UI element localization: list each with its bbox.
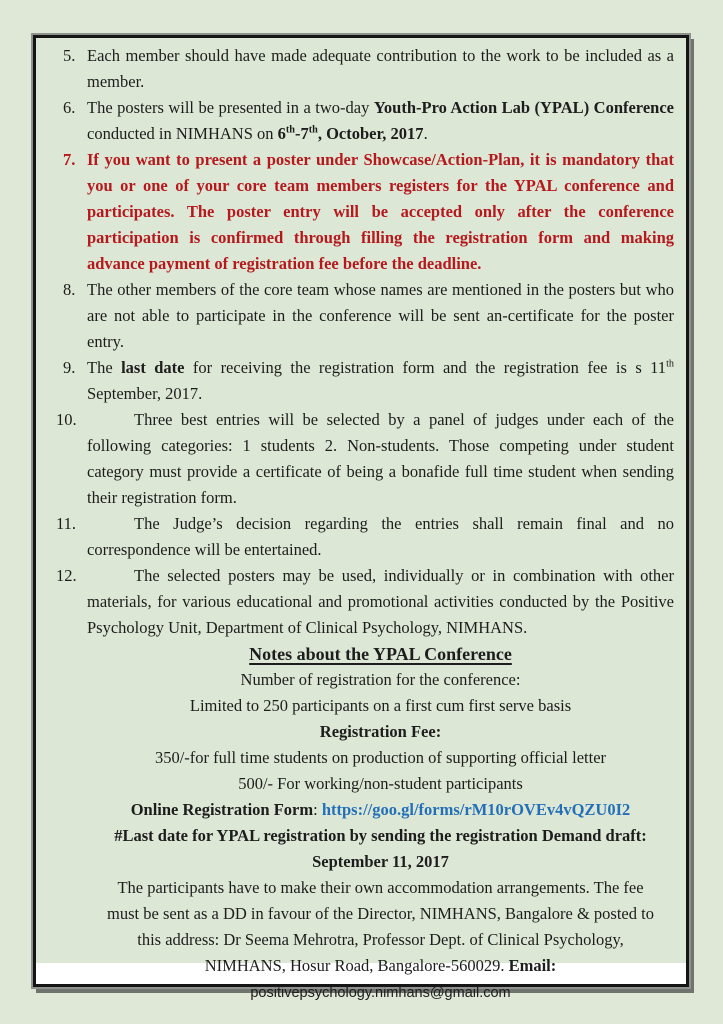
list-item	[63, 147, 674, 277]
text-segment: last date	[121, 358, 185, 377]
text-segment: conducted in NIMHANS on	[87, 124, 278, 143]
list-item-text	[87, 563, 674, 641]
note-line	[87, 849, 674, 875]
document-page-frame	[33, 35, 689, 1001]
note-line	[87, 953, 674, 1006]
list-number: 11.	[56, 514, 77, 533]
list-item-text	[87, 46, 674, 91]
text-segment: Email:	[508, 956, 557, 975]
list-number: 10.	[56, 410, 77, 429]
text-segment: The other members of the core team whose names are mentioned in the posters but who are not able to participate in the conference will be sent an-certificate for the poster entry.	[87, 280, 674, 351]
list-item	[56, 511, 674, 563]
list-item-text	[87, 407, 674, 511]
text-segment: must be sent as a DD in favour of the Director, NIMHANS, Bangalore & posted to	[107, 904, 654, 923]
text-segment: this address: Dr Seema Mehrotra, Professor Dept. of Clinical Psychology,	[137, 930, 624, 949]
text-segment: Number of registration for the conference:	[240, 670, 521, 689]
email-address: positivepsychology.nimhans@gmail.com	[250, 985, 511, 1001]
note-line	[87, 797, 674, 823]
list-item	[63, 43, 674, 95]
text-segment: September 11, 2017	[312, 852, 449, 871]
list-item-text	[87, 98, 674, 143]
text-segment: th	[666, 358, 675, 370]
text-segment: September, 2017.	[87, 384, 203, 403]
text-segment: Each member should have made adequate contribution to the work to be included as a member.	[87, 46, 674, 91]
note-line	[87, 745, 674, 771]
list-number: 12.	[56, 566, 77, 585]
text-segment: NIMHANS, Hosur Road, Bangalore-560029.	[204, 956, 509, 975]
list-number: 5.	[63, 46, 76, 65]
list-item	[63, 355, 675, 407]
note-line	[87, 875, 674, 901]
note-line	[87, 693, 674, 719]
list-item	[63, 277, 674, 355]
text-segment: th	[285, 124, 295, 136]
conference-notes	[87, 667, 674, 1006]
list-number: 6.	[63, 98, 76, 117]
text-segment: Registration Fee:	[319, 722, 442, 741]
text-segment: The	[87, 358, 122, 377]
list-item	[56, 407, 674, 511]
list-number: 7.	[63, 150, 76, 169]
text-segment: The participants have to make their own accommodation arrangements. The fee	[117, 878, 644, 897]
text-segment: for receiving the registration form and the registration fee is s 11	[184, 358, 667, 377]
text-segment: If you want to present a poster under Showcase/Action-Plan, it is mandatory that you or one of your core team members registers for the YPAL conference and participates. The poster entry will be accepted only after the conference participation is confirmed through filling the registration form and making advance payment of registration fee before the deadline.	[87, 150, 674, 273]
list-item-text	[87, 358, 674, 403]
text-segment: The posters will be presented in a two-day	[87, 98, 374, 117]
list-item-text	[87, 511, 674, 563]
text-segment: -7	[295, 124, 309, 143]
list-item	[56, 563, 674, 641]
note-line	[87, 667, 674, 693]
list-number: 9.	[63, 358, 76, 377]
list-number: 8.	[63, 280, 76, 299]
text-segment: Youth-Pro Action Lab (YPAL) Conference	[373, 98, 674, 117]
text-segment: .	[423, 124, 428, 143]
text-segment: :	[313, 800, 322, 819]
list-item-text	[87, 280, 674, 351]
registration-form-link[interactable]: https://goo.gl/forms/rM10rOVEv4vQZU0I2	[321, 800, 631, 819]
text-segment: 500/- For working/non-student participants	[238, 774, 523, 793]
list-item-text	[87, 150, 674, 273]
text-segment: Three best entries will be selected by a panel of judges under each of the following categories: 1 students 2. Non-students. Those competing under student category must provide a certificate of being a bonafide full time student when sending their registration form.	[87, 410, 674, 507]
scanned-page-area	[36, 38, 686, 1001]
text-segment: The selected posters may be used, individually or in combination with other materials, for various educational and promotional activities conducted by the Positive Psychology Unit, Department of Clinical Psychology, NIMHANS.	[87, 566, 674, 637]
text-segment: 350/-for full time students on production of supporting official letter	[154, 748, 607, 767]
text-segment: #Last date for YPAL registration by sending the registration Demand draft:	[114, 826, 647, 845]
note-line	[87, 719, 674, 745]
text-segment: Online Registration Form	[130, 800, 314, 819]
note-line	[87, 771, 674, 797]
section-heading: Notes about the YPAL Conference	[249, 644, 512, 664]
text-segment: The Judge’s decision regarding the entries shall remain final and no correspondence will be entertained.	[87, 514, 674, 559]
text-segment: , October, 2017	[317, 124, 424, 143]
text-segment: Limited to 250 participants on a first cum first serve basis	[189, 696, 572, 715]
list-item	[63, 95, 674, 147]
note-line	[87, 823, 674, 849]
note-line	[87, 901, 674, 927]
text-segment: th	[308, 124, 318, 136]
page-content	[36, 38, 686, 1006]
text-segment: 6	[277, 124, 286, 143]
note-line	[87, 927, 674, 953]
numbered-list	[56, 43, 675, 641]
